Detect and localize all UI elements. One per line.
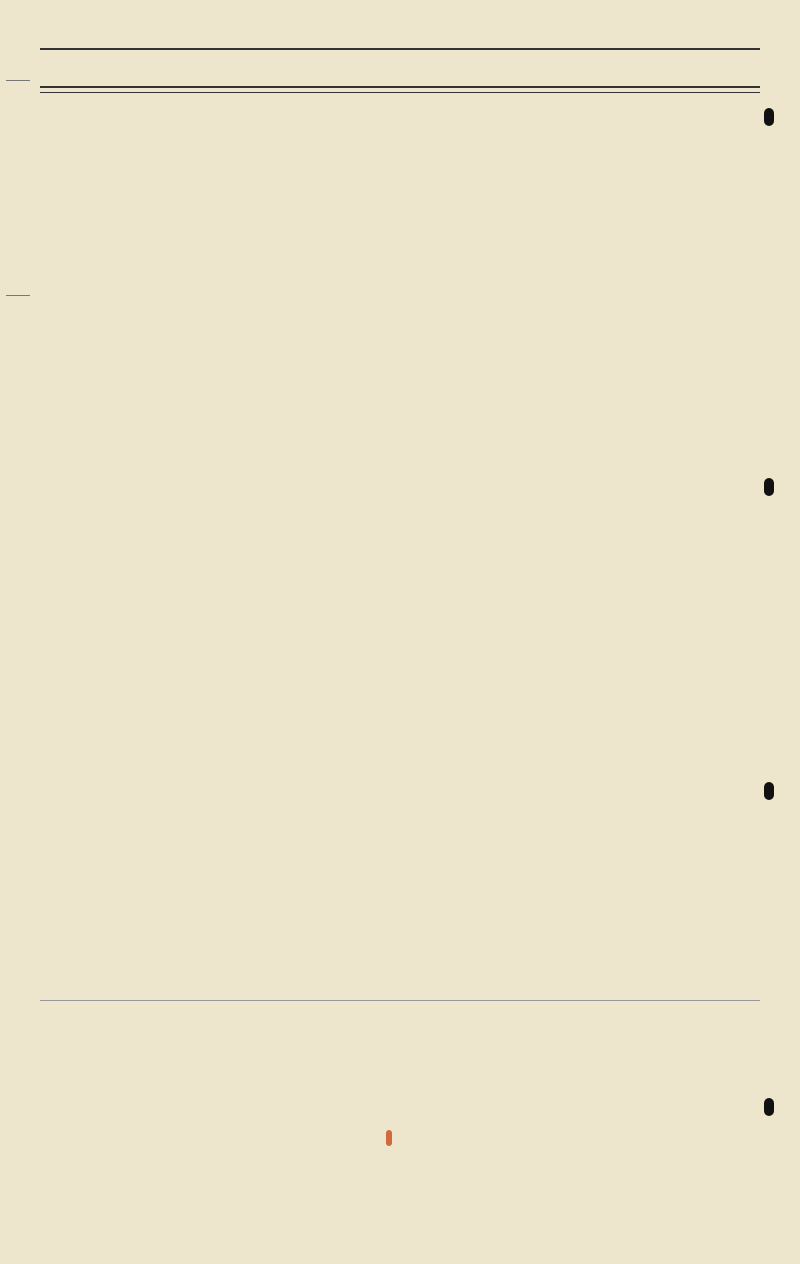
header-bottom-rule-2 [40,92,760,93]
ink-blot [764,1098,774,1116]
margin-mark [6,295,30,296]
ink-blot [764,782,774,800]
ink-blot [764,108,774,126]
header-top-rule [40,48,760,50]
red-mark [386,1130,392,1146]
ink-blot [764,478,774,496]
header-bottom-rule [40,86,760,88]
section-divider [40,1000,760,1001]
margin-mark [6,80,30,81]
